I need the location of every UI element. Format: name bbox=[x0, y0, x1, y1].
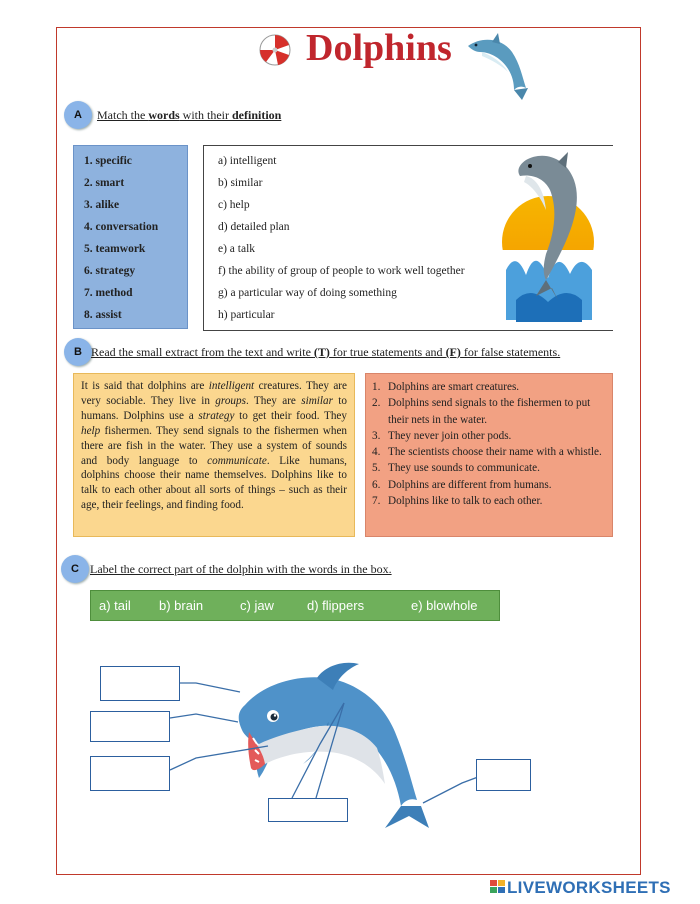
statement-item: 2. Dolphins send signals to the fishermen to put their nets in the water. bbox=[372, 397, 591, 426]
page-title: Dolphins bbox=[306, 27, 452, 69]
section-a-instruction: Match the words with their definition bbox=[97, 108, 282, 122]
word-option: b) brain bbox=[159, 598, 204, 613]
section-c-badge: C bbox=[61, 555, 89, 583]
section-c-instruction: Label the correct part of the dolphin with the words in the box. bbox=[90, 562, 392, 576]
word-option: d) flippers bbox=[307, 598, 365, 613]
label-answer-box[interactable] bbox=[476, 759, 531, 791]
liveworksheets-logo: LIVEWORKSHEETS bbox=[490, 878, 671, 898]
definition-item: g) a particular way of doing something bbox=[218, 287, 397, 299]
statement-item: 1. Dolphins are smart creatures. bbox=[372, 381, 520, 393]
label-answer-box[interactable] bbox=[100, 666, 180, 701]
definition-item: h) particular bbox=[218, 309, 275, 321]
word-item: 7. method bbox=[84, 287, 133, 299]
label-answer-box[interactable] bbox=[90, 711, 170, 742]
definition-item: f) the ability of group of people to work well together bbox=[218, 265, 465, 277]
label-answer-box[interactable] bbox=[268, 798, 348, 822]
word-option: c) jaw bbox=[240, 598, 274, 613]
definition-item: a) intelligent bbox=[218, 155, 277, 167]
statement-item: 4. The scientists choose their name with a whistle. bbox=[372, 446, 602, 459]
reading-extract: It is said that dolphins are intelligent creatures. They are very sociable. They live in groups. They are similar to humans. Dolphins use a strategy to get their food. They help fishermen. They send signals to the fishermen when there are fish in the water. They use a system of sounds and body language to communicate. Like humans, dolphins choose their name themselves. Dolphins like to talk to each other about all sorts of things – such as their age, their feelings, and finding food. bbox=[73, 373, 355, 537]
section-b-instruction: Read the small extract from the text and write (T) for true statements and (F) for false statements. bbox=[91, 345, 561, 359]
word-item: 6. strategy bbox=[84, 265, 136, 277]
word-item: 3. alike bbox=[84, 199, 120, 211]
section-a-badge: A bbox=[64, 101, 92, 129]
liveworksheets-logo-icon bbox=[490, 880, 506, 894]
definition-item: e) a talk bbox=[218, 243, 256, 255]
statement-item: 3. They never join other pods. bbox=[372, 429, 512, 442]
word-option: e) blowhole bbox=[411, 598, 478, 613]
definition-item: d) detailed plan bbox=[218, 221, 290, 233]
statement-item: 5. They use sounds to communicate. bbox=[372, 462, 540, 475]
word-option: a) tail bbox=[99, 598, 131, 613]
definition-item: c) help bbox=[218, 199, 250, 211]
word-item: 4. conversation bbox=[84, 221, 159, 233]
statement-item: 6. Dolphins are different from humans. bbox=[372, 478, 552, 491]
word-item: 8. assist bbox=[84, 309, 122, 321]
definition-item: b) similar bbox=[218, 177, 263, 189]
word-item: 5. teamwork bbox=[84, 243, 146, 255]
section-b-badge: B bbox=[64, 338, 92, 366]
word-item: 2. smart bbox=[84, 177, 125, 189]
label-answer-box[interactable] bbox=[90, 756, 170, 791]
statement-item: 7. Dolphins like to talk to each other. bbox=[372, 495, 543, 508]
word-item: 1. specific bbox=[84, 155, 132, 167]
